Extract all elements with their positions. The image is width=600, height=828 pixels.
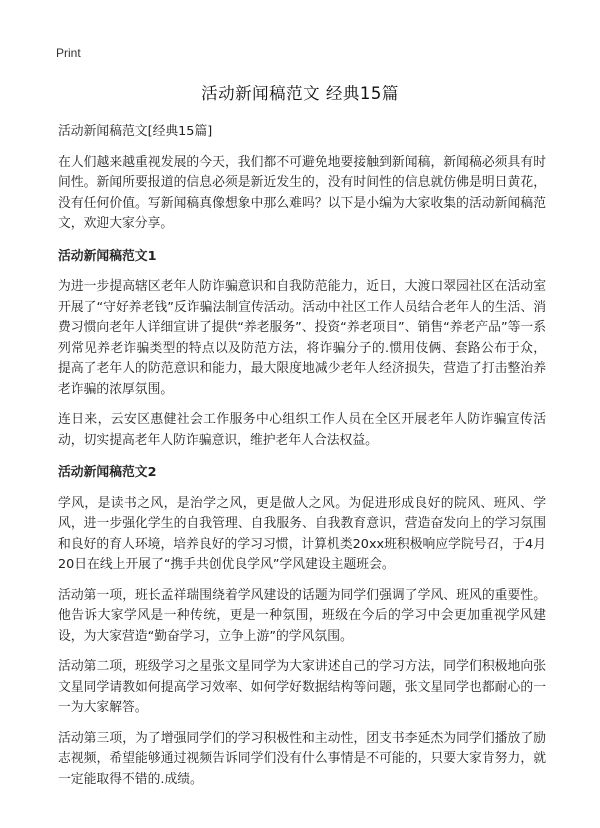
paragraph: 学风，是读书之风，是治学之风，更是做人之风。为促进形成良好的院风、班风、学风，进一步强化学生的自我管理、自我服务、自我教育意识，营造奋发向上的学习氛围和良好的育人环境，培养良好的学习习惯，计算机类20xx班积极响应学院号召，于4月20日在线上开展了“携手共创优良学风”学风建设主题班会。 bbox=[58, 495, 546, 572]
print-link[interactable]: Print bbox=[56, 46, 81, 60]
intro-paragraph: 在人们越来越重视发展的今天，我们都不可避免地要接触到新闻稿，新闻稿必须具有时间性。新闻所要报道的信息必须是新近发生的，没有时间性的信息就仿佛是明日黄花，没有任何价值。写新闻稿真像想象中那么难吗？以下是小编为大家收集的活动新闻稿范文，欢迎大家分享。 bbox=[58, 154, 546, 231]
paragraph: 活动第二项，班级学习之星张文星同学为大家讲述自己的学习方法，同学们积极地向张文星同学请教如何提高学习效率、如何学好数据结构等问题，张文星同学也都耐心的一一为大家解答。 bbox=[58, 659, 546, 715]
paragraph: 活动第一项，班长孟祥瑞围绕着学风建设的话题为同学们强调了学风、班风的重要性。他告诉大家学风是一种传统，更是一种氛围，班级在今后的学习中会更加重视学风建设，为大家营造“勤奋学习，立争上游”的学风氛围。 bbox=[58, 587, 546, 644]
section-2 bbox=[58, 463, 546, 790]
document-subtitle: 活动新闻稿范文[经典15篇] bbox=[58, 124, 213, 139]
section-1 bbox=[58, 247, 546, 452]
section-heading: 活动新闻稿范文2 bbox=[58, 465, 157, 480]
section-heading: 活动新闻稿范文1 bbox=[58, 248, 157, 264]
document-title: 活动新闻稿范文 经典15篇 bbox=[201, 84, 399, 103]
paragraph: 为进一步提高辖区老年人防诈骗意识和自我防范能力，近日，大渡口翠园社区在活动室开展了“守好养老钱”反诈骗法制宣传活动。活动中社区工作人员结合老年人的生活、消费习惯向老年人详细宣讲了提供“养老服务”、投资“养老项目”、销售“养老产品”等一系列常见养老诈骗类型的特点以及防范方法，将诈骗分子的.惯用伎俩、套路公布于众，提高了老年人的防范意识和能力，最大限度地减少老年人经济损失，营造了打击整治养老诈骗的浓厚氛围。 bbox=[58, 279, 546, 397]
paragraph: 连日来，云安区惠健社会工作服务中心组织工作人员在全区开展老年人防诈骗宣传活动，切实提高老年人防诈骗意识，维护老年人合法权益。 bbox=[58, 412, 546, 448]
paragraph: 活动第三项，为了增强同学们的学习积极性和主动性，团支书李延杰为同学们播放了励志视频，希望能够通过视频告诉同学们没有什么事情是不可能的，只要大家肯努力，就一定能取得不错的.成绩。 bbox=[58, 730, 546, 787]
article-body bbox=[58, 122, 546, 800]
